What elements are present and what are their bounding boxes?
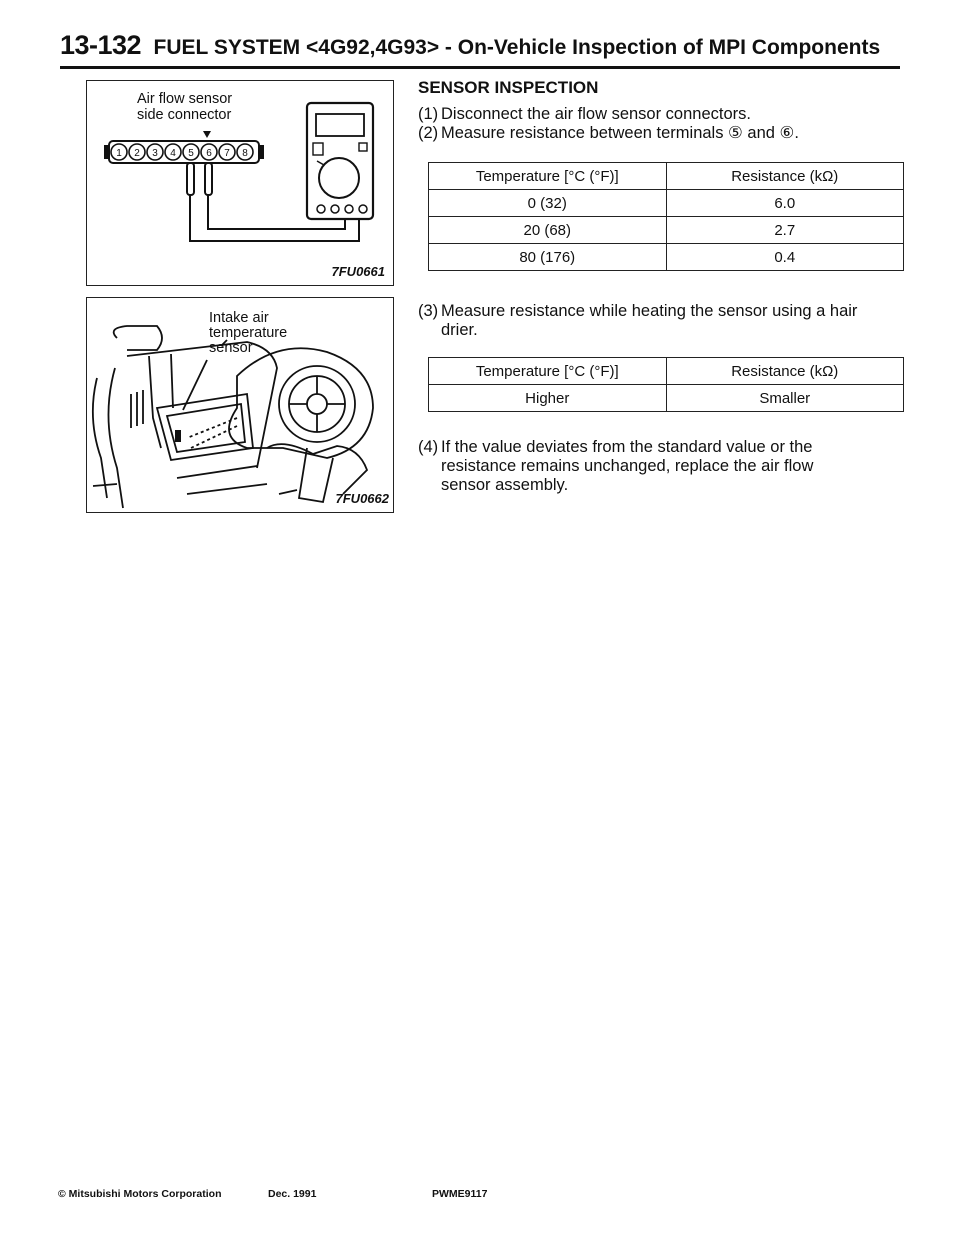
step-2-text: Measure resistance between terminals ⑤ and ⑥. <box>441 124 799 142</box>
table-cell: 2.7 <box>666 217 904 244</box>
step-3-text-line2: drier. <box>441 321 478 339</box>
page-header <box>60 30 900 61</box>
table-cell: 0 (32) <box>429 190 667 217</box>
table-cell: 80 (176) <box>429 244 667 271</box>
step-1 <box>418 105 751 124</box>
svg-text:3: 3 <box>152 148 158 159</box>
footer-copyright: © Mitsubishi Motors Corporation <box>58 1188 222 1200</box>
figure-intake-air-sensor <box>86 297 394 513</box>
step-3-number: (3) <box>418 302 439 320</box>
footer-doc-code: PWME9117 <box>432 1188 488 1200</box>
step-1-text: Disconnect the air flow sensor connectors. <box>441 105 751 123</box>
figure2-code: 7FU0662 <box>335 491 389 506</box>
table-cell: Higher <box>429 385 667 412</box>
table-cell: 20 (68) <box>429 217 667 244</box>
svg-text:2: 2 <box>134 148 140 159</box>
table-header-cell: Temperature [°C (°F)] <box>429 358 667 385</box>
svg-text:7: 7 <box>224 148 230 159</box>
figure1-code: 7FU0661 <box>331 264 385 279</box>
figure-airflow-connector <box>86 80 394 286</box>
table-header-cell: Temperature [°C (°F)] <box>429 163 667 190</box>
table-header-row <box>429 358 904 385</box>
step-4-number: (4) <box>418 438 439 456</box>
resistance-table-temperature <box>428 162 904 271</box>
step-4 <box>418 438 813 495</box>
step-1-number: (1) <box>418 105 439 123</box>
table-row <box>429 217 904 244</box>
svg-text:5: 5 <box>188 148 194 159</box>
svg-text:1: 1 <box>116 148 122 159</box>
step-4-text-line3: sensor assembly. <box>441 476 569 494</box>
svg-text:4: 4 <box>170 148 176 159</box>
table-header-cell: Resistance (kΩ) <box>666 163 904 190</box>
header-rule <box>60 66 900 69</box>
figure2-label-line1: Intake air <box>209 310 269 326</box>
figure2-label-line3: sensor <box>209 340 253 356</box>
step-2-number: (2) <box>418 124 439 142</box>
resistance-table-heating <box>428 357 904 412</box>
svg-text:6: 6 <box>206 148 212 159</box>
table-row <box>429 385 904 412</box>
page-number: 13-132 <box>60 30 142 60</box>
table-row <box>429 190 904 217</box>
step-3 <box>418 302 857 340</box>
figure1-label-line2: side connector <box>137 107 232 123</box>
figure1-label-line1: Air flow sensor <box>137 91 233 107</box>
table-cell: 0.4 <box>666 244 904 271</box>
step-3-text-line1: Measure resistance while heating the sensor using a hair <box>441 302 858 320</box>
table-cell: 6.0 <box>666 190 904 217</box>
step-4-text-line2: resistance remains unchanged, replace the air flow <box>441 457 814 475</box>
svg-text:8: 8 <box>242 148 248 159</box>
connector-multimeter-illustration <box>87 81 393 285</box>
step-4-text-line1: If the value deviates from the standard value or the <box>441 438 813 456</box>
figure2-label-line2: temperature <box>209 325 288 341</box>
table-header-cell: Resistance (kΩ) <box>666 358 904 385</box>
table-row <box>429 244 904 271</box>
section-title: SENSOR INSPECTION <box>418 78 599 97</box>
table-header-row <box>429 163 904 190</box>
footer-date: Dec. 1991 <box>268 1188 317 1200</box>
table-cell: Smaller <box>666 385 904 412</box>
step-2 <box>418 124 799 143</box>
page-title: FUEL SYSTEM <4G92,4G93> - On-Vehicle Inspection of MPI Components <box>153 36 881 59</box>
